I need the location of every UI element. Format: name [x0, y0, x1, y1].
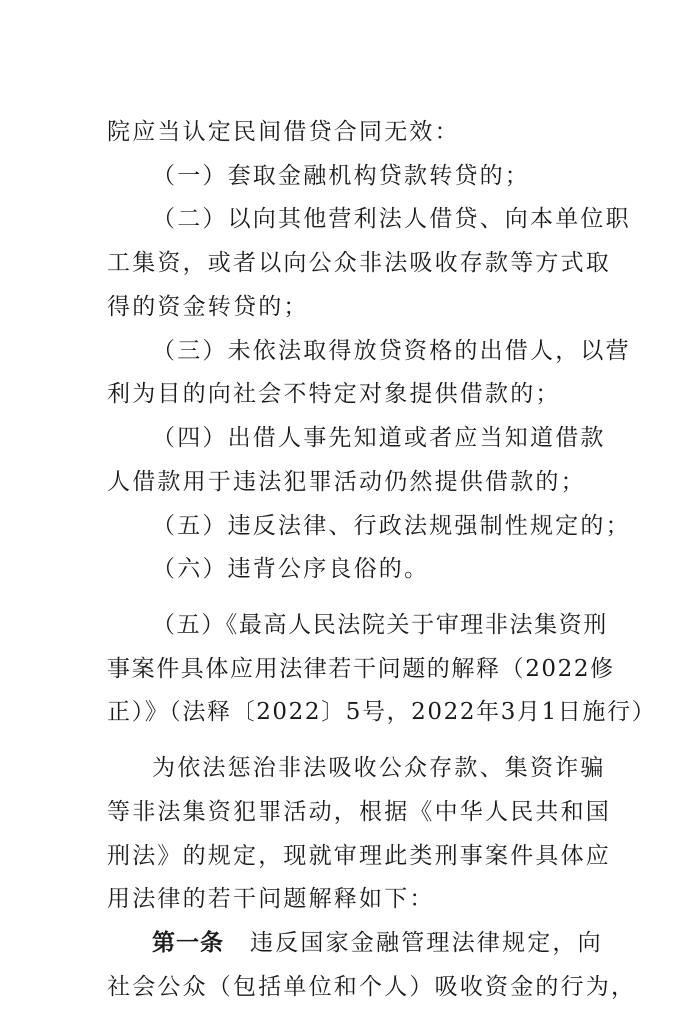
- section-heading-line: 事案件具体应用法律若干问题的解释（2022修: [107, 656, 615, 682]
- text-line: 院应当认定民间借贷合同无效：: [107, 119, 460, 145]
- list-item-2: （二）以向其他营利法人借贷、向本单位职: [152, 206, 631, 232]
- section-heading-line: 正）》（法释〔2022〕5号，2022年3月1日施行）: [107, 699, 657, 725]
- preamble-line: 刑法》的规定，现就审理此类刑事案件具体应: [107, 843, 611, 869]
- list-item-4: （四）出借人事先知道或者应当知道借款: [152, 425, 606, 451]
- preamble-line: 等非法集资犯罪活动，根据《中华人民共和国: [107, 799, 611, 825]
- list-item-5: （五）违反法律、行政法规强制性规定的；: [152, 513, 631, 539]
- text-line: 人借款用于违法犯罪活动仍然提供借款的；: [107, 469, 586, 495]
- list-item-6: （六）违背公序良俗的。: [152, 556, 430, 582]
- text-line: 得的资金转贷的；: [107, 294, 309, 320]
- preamble-line: 为依法惩治非法吸收公众存款、集资诈骗: [152, 755, 606, 781]
- text-line: 工集资，或者以向公众非法吸收存款等方式取: [107, 250, 611, 276]
- article-one-continuation: 社会公众（包括单位和个人）吸收资金的行为，: [107, 974, 637, 1000]
- section-heading-line: （五）《最高人民法院关于审理非法集资刑: [152, 612, 608, 638]
- article-label: 第一条: [152, 930, 224, 956]
- preamble-line: 用法律的若干问题解释如下：: [107, 886, 435, 912]
- list-item-3: （三）未依法取得放贷资格的出借人，以营: [152, 338, 631, 364]
- list-item-1: （一）套取金融机构贷款转贷的；: [152, 163, 530, 189]
- article-one-line: [152, 921, 603, 965]
- text-line: 利为目的向社会不特定对象提供借款的；: [107, 381, 561, 407]
- article-text: 违反国家金融管理法律规定，向: [250, 930, 603, 956]
